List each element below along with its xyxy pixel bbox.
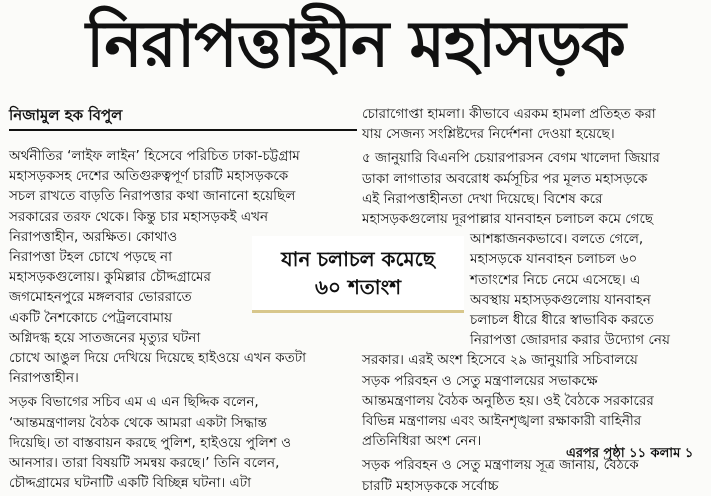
text-line: যায় সেজন্য সংশ্লিষ্টদের নির্দেশনা দেওয়া হয়েছে। (362, 126, 615, 143)
text-line: এই নিরাপত্তাহীনতা দেখা দিয়েছে। বিশেষ করে (362, 190, 603, 207)
text-line: সরকার। এরই অংশ হিসেবে ২৯ জানুয়ারি সচিবালয়ে (362, 352, 638, 369)
text-line: সড়ক পরিবহন ও সেতু মন্ত্রণালয়ের সভাকক্ষে (362, 372, 598, 389)
continued-on-page: এরপর পৃষ্ঠা ১১ কলাম ১ (566, 446, 694, 461)
pull-quote-line: ৬০ শতাংশ (314, 275, 402, 299)
text-line: আনসার। তারা বিষয়টি সমন্বয় করছে।’ তিনি বলেন, (9, 455, 280, 472)
text-line: শতাংশের নিচে নেমে এসেছে। এ (470, 271, 641, 288)
text-line: একটি নৈশকোচে পেট্রলবোমায় (9, 309, 173, 326)
pull-quote-line: যান চলাচল কমেছে (281, 247, 435, 271)
text-line: সরকারের তরফ থেকে। কিন্তু চার মহাসড়কই এখন (9, 208, 269, 225)
text-line: মহাসড়কসহ দেশের অতিগুরুত্বপূর্ণ চারটি মহাসড়ককে (9, 168, 289, 185)
text-line: সচল রাখতে বাড়তি নিরাপত্তার কথা জানানো হয়েছিল (9, 188, 296, 205)
text-line: নিরাপত্তা টহল চোখে পড়ছে না (9, 249, 173, 266)
text-line: প্রতিনিধিরা অংশ নেন। (362, 433, 482, 450)
text-line: ডাকা লাগাতার অবরোধ কর্মসূচির পর মূলত মহাসড়কে (362, 170, 648, 187)
text-line: অবস্থায় মহাসড়কগুলোয় যানবাহন (470, 291, 651, 308)
text-line: ‘আন্তমন্ত্রণালয় বৈঠক থেকে আমরা একটা সিদ্ধান্ত (9, 414, 267, 431)
text-line: বিভিন্ন মন্ত্রণালয় এবং আইনশৃঙ্খলা রক্ষাকারী বাহিনীর (362, 413, 642, 430)
pull-quote-box (252, 236, 464, 313)
text-line: চোরাগোপ্তা হামলা। কীভাবে এরকম হামলা প্রতিহত করা (362, 106, 656, 122)
text-line: চলাচল ধীরে ধীরে স্বাভাবিক করতে (470, 312, 654, 329)
text-line: নিরাপত্তা জোরদার করার উদ্যোগ নেয় (470, 332, 670, 349)
text-line: মহাসড়কগুলোয়। কুমিল্লার চৌদ্দগ্রামের (9, 269, 211, 286)
headline: নিরাপত্তাহীন মহাসড়ক (86, 7, 625, 82)
text-line: সড়ক পরিবহন ও সেতু মন্ত্রণালয় সূত্র জানায়, বৈঠকে (362, 457, 639, 474)
text-line: চোখে আঙুল দিয়ে দেখিয়ে দিয়েছে হাইওয়ে এখন কতটা (9, 350, 307, 367)
text-line: মহাসড়কগুলোয় দূরপাল্লার যানবাহন চলাচল কমে গেছে (362, 211, 654, 228)
text-line: নিরাপত্তাহীন, অরক্ষিত। কোথাও (9, 228, 178, 245)
text-line: অর্থনীতির ‘লাইফ লাইন’ হিসেবে পরিচিত ঢাকা-চট্টগ্রাম (9, 148, 300, 164)
text-line: অগ্নিদগ্ধ হয়ে সাতজনের মৃত্যুর ঘটনা (9, 329, 201, 346)
byline-divider (9, 129, 357, 131)
text-line: চৌদ্দগ্রামের ঘটনাটি একটি বিচ্ছিন্ন ঘটনা। এটা (9, 475, 252, 492)
text-line: মহাসড়কে যানবাহন চলাচল ৬০ (470, 251, 638, 268)
text-line: আন্তমন্ত্রণালয় বৈঠক অনুষ্ঠিত হয়। ওই বৈঠকে সরকারের (362, 392, 654, 409)
byline: নিজামুল হক বিপুল (9, 106, 123, 124)
text-line: সড়ক বিভাগের সচিব এম এ এন ছিদ্দিক বলেন, (9, 394, 259, 411)
text-line: নিরাপত্তাহীন। (9, 370, 79, 387)
text-line: দিয়েছি। তা বাস্তবায়ন করছে পুলিশ, হাইওয়ে পুলিশ ও (9, 434, 292, 451)
text-line: জগমোহনপুরে মঙ্গলবার ভোররাতে (9, 289, 192, 306)
text-line: চারটি মহাসড়ককে সর্বোচ্চ (362, 477, 499, 494)
text-line: ৫ জানুয়ারি বিএনপি চেয়ারপারসন বেগম খালেদা জিয়ার (362, 150, 660, 167)
article-column-left (9, 146, 359, 493)
text-line: আশঙ্কাজনকভাবে। বলতে গেলে, (470, 231, 644, 248)
